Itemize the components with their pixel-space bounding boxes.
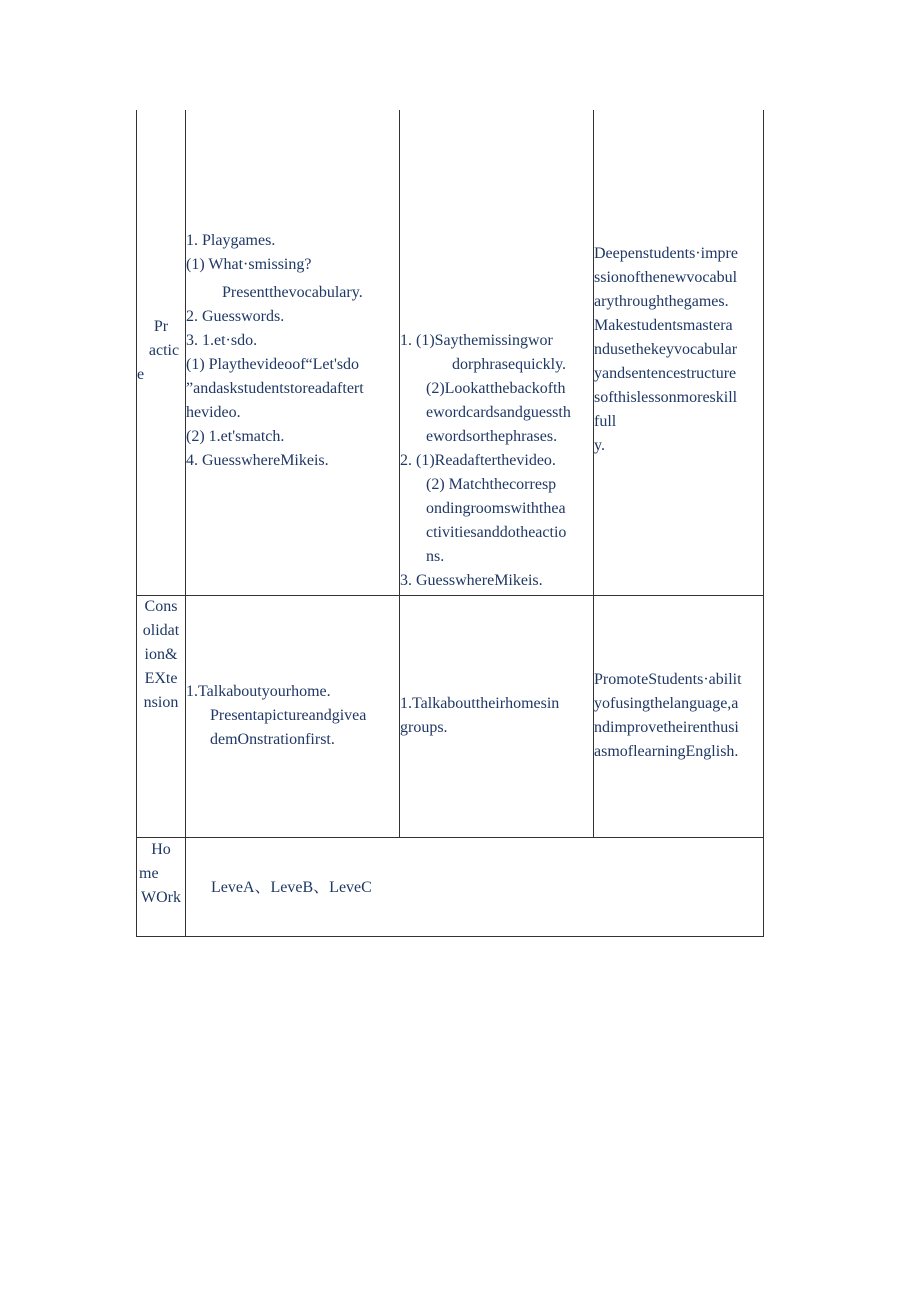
practice-purpose-line: Deepenstudents·impre	[594, 245, 738, 262]
practice-purpose-line: ssionofthenewvocabul	[594, 269, 738, 286]
practice-teacher-line: 3. 1.et·sdo.	[186, 332, 258, 349]
practice-student-line: 2. (1)Readafterthevideo.	[400, 452, 556, 469]
homework-stage-label	[137, 838, 185, 910]
practice-student-line: (2)Lookatthebackofth	[426, 380, 566, 397]
table-left-border	[136, 110, 137, 937]
practice-teacher-line: 1. Playgames.	[186, 232, 276, 249]
homework-levels: LeveA、LeveB、LeveC	[211, 879, 372, 896]
consolidation-purpose-line: asmoflearningEnglish.	[594, 743, 739, 760]
practice-teacher-line: 2. Guesswords.	[186, 308, 285, 325]
table-right-border	[763, 110, 764, 937]
consolidation-student-activities	[400, 692, 559, 740]
practice-purpose	[594, 242, 738, 458]
practice-purpose-line: ndusethekeyvocabular	[594, 341, 738, 358]
practice-purpose-line: softhislessonmoreskill	[594, 389, 738, 406]
consolidation-teacher-line: Presentapictureandgivea	[210, 707, 367, 724]
practice-teacher-line: (1) Playthevideoof“Let'sdo	[186, 356, 360, 373]
consolidation-stage-line: nsion	[143, 694, 179, 711]
practice-teacher-line: hevideo.	[186, 404, 241, 421]
practice-stage-line: Pr	[153, 318, 169, 335]
consolidation-stage-label	[137, 595, 185, 715]
practice-teacher-line: (1) What·smissing?	[186, 256, 312, 273]
practice-student-line: ctivitiesanddotheactio	[426, 524, 567, 541]
homework-content	[211, 876, 372, 900]
consolidation-stage-line: ion&	[144, 646, 178, 663]
consolidation-student-line: groups.	[400, 719, 448, 736]
practice-purpose-line: Makestudentsmastera	[594, 317, 733, 334]
practice-stage-label	[137, 315, 185, 387]
homework-stage-line: me	[139, 865, 159, 882]
practice-teacher-line: Presentthevocabulary.	[222, 284, 363, 301]
consolidation-purpose-line: ndimprovetheirenthusi	[594, 719, 739, 736]
practice-student-line: (2) Matchthecorresp	[426, 476, 557, 493]
consolidation-stage-line: Cons	[144, 598, 178, 615]
consolidation-purpose-line: PromoteStudents·abilit	[594, 671, 742, 688]
practice-student-line: 1. (1)Saythemissingwor	[400, 332, 553, 349]
consolidation-stage-line: EXte	[144, 670, 178, 687]
consolidation-student-line: 1.Talkabouttheirhomesin	[400, 695, 560, 712]
consolidation-purpose-line: yofusingthelanguage,a	[594, 695, 739, 712]
practice-teacher-line: ”andaskstudentstoreadaftert	[186, 380, 364, 397]
practice-stage-line: actic	[148, 342, 180, 359]
practice-stage-line: e	[137, 366, 145, 383]
consolidation-teacher-line: 1.Talkaboutyourhome.	[186, 683, 331, 700]
practice-purpose-line: full	[594, 413, 617, 430]
practice-purpose-line: yandsentencestructure	[594, 365, 737, 382]
practice-student-line: ns.	[426, 548, 445, 565]
practice-student-line: ondingroomswiththea	[426, 500, 566, 517]
practice-student-line: dorphrasequickly.	[452, 356, 567, 373]
consolidation-purpose	[594, 668, 742, 764]
practice-teacher-line: 4. GuesswhereMikeis.	[186, 452, 329, 469]
practice-purpose-line: arythroughthegames.	[594, 293, 729, 310]
homework-stage-line: WOrk	[141, 889, 181, 906]
consolidation-teacher-activities	[186, 680, 366, 752]
consolidation-teacher-line: demOnstrationfirst.	[210, 731, 335, 748]
practice-teacher-activities	[186, 229, 364, 473]
practice-student-line: ewordsorthephrases.	[426, 428, 558, 445]
row-divider-consolidation	[136, 837, 764, 838]
practice-purpose-line: y.	[594, 437, 605, 454]
homework-stage-line: Ho	[151, 841, 171, 858]
practice-student-activities	[400, 329, 571, 593]
practice-teacher-line: (2) 1.et'smatch.	[186, 428, 285, 445]
practice-student-line: 3. GuesswhereMikeis.	[400, 572, 543, 589]
consolidation-stage-line: olidat	[142, 622, 180, 639]
table-bottom-border	[136, 936, 764, 937]
row-divider-practice	[136, 595, 764, 596]
practice-student-line: ewordcardsandguessth	[426, 404, 571, 421]
